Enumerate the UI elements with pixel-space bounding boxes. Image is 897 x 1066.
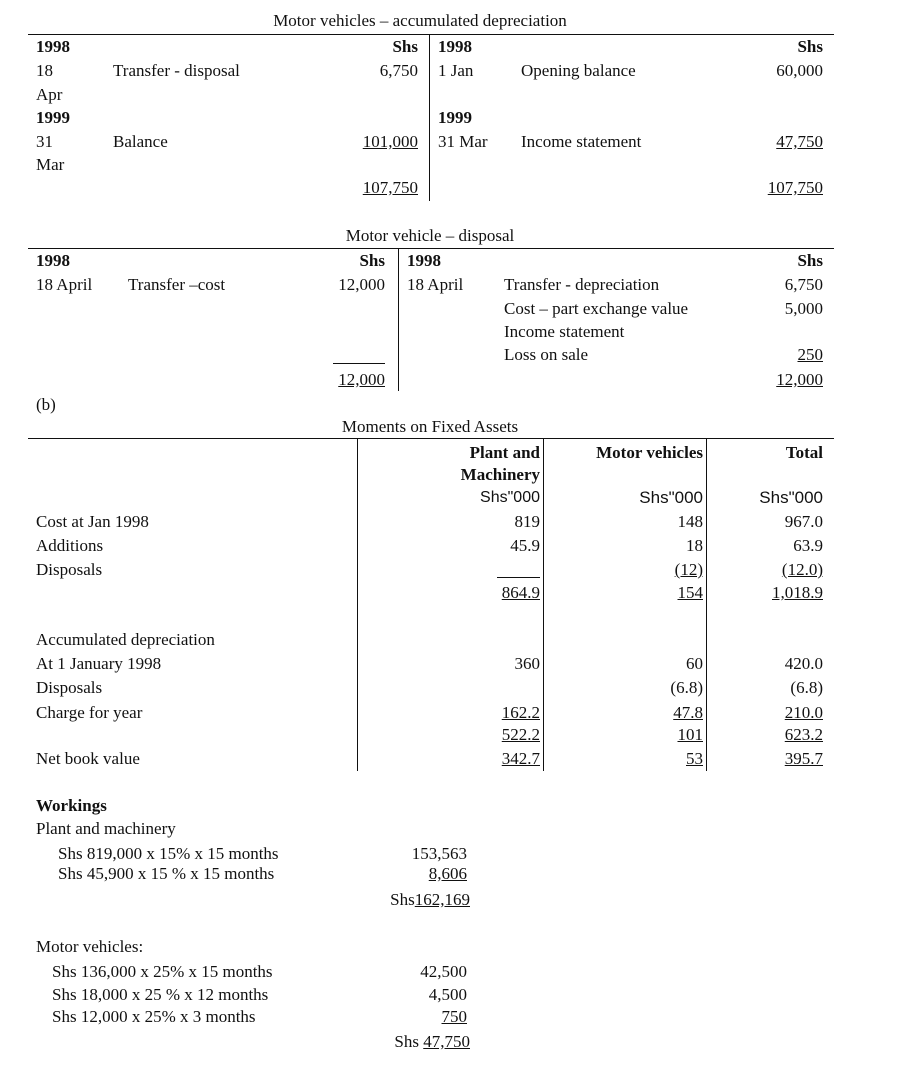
fa-nbv-pm: 342.7 [501,749,540,768]
workings-pm-total: 162,169 [414,890,470,909]
mv-acc-title: Motor vehicles – accumulated depreciation [273,11,567,30]
fa-charge-mv: 47.8 [673,703,703,722]
mv-acc-left-desc2: Balance [113,132,168,151]
fa-unit-mv: Shs"000 [639,488,703,507]
workings-mv-total: 47,750 [423,1032,470,1051]
workings-mv-val1: 42,500 [420,962,467,981]
workings-mv-line1: Shs 136,000 x 25% x 15 months [52,962,273,981]
fa-at1-mv: 60 [686,654,703,673]
mv-acc-right-total: 107,750 [767,178,823,197]
fa-col-line-2 [543,439,544,771]
mv-acc-left-amt1: 6,750 [379,61,418,80]
mv-disp-left-total: 12,000 [338,370,385,389]
fa-charge-total: 210.0 [784,703,823,722]
mv-acc-top-rule [28,34,834,35]
fa-disp-total: (12.0) [781,560,823,579]
mv-acc-divider [429,35,430,201]
fa-disp2-label: Disposals [36,678,103,697]
mv-acc-left-desc1: Transfer - disposal [113,61,240,80]
fa-dep-total: 623.2 [784,725,823,744]
workings-mv-val3: 750 [441,1007,467,1026]
workings-mv-label: Motor vehicles: [36,937,144,956]
mv-disp-right-desc1: Transfer - depreciation [504,275,660,294]
mv-disp-divider [398,249,399,391]
mv-disp-right-amt1: 6,750 [784,275,823,294]
mv-acc-left-shs: Shs [392,37,418,56]
fa-nbv-total: 395.7 [784,749,823,768]
fa-col-pm: Plant and [469,443,540,462]
mv-acc-left-year1: 1998 [36,37,70,56]
mv-disp-right-desc4: Loss on sale [504,345,589,364]
fa-add-label: Additions [36,536,104,555]
part-b-label: (b) [36,395,56,414]
mv-acc-left-year2: 1999 [36,108,70,127]
mv-acc-right-year2: 1999 [438,108,472,127]
fa-cost-pm: 819 [514,512,540,531]
mv-acc-left-date1b: Apr [36,85,63,104]
mv-disp-right-desc3: Income statement [504,322,625,341]
mv-acc-left-date2a: 31 [36,132,53,151]
fa-at1-total: 420.0 [784,654,823,673]
mv-disp-right-date: 18 April [407,275,464,294]
mv-disp-top-rule [28,248,834,249]
mv-acc-right-amt1: 60,000 [776,61,823,80]
fa-at1-label: At 1 January 1998 [36,654,162,673]
fa-col-total: Total [785,443,823,462]
fa-nbv-label: Net book value [36,749,140,768]
fa-unit-total: Shs"000 [759,488,823,507]
fa-unit-pm: Shs"000 [480,489,540,506]
fa-cost-total: 967.0 [784,512,823,531]
workings-mv-line2: Shs 18,000 x 25 % x 12 months [52,985,269,1004]
workings-pm-line2: Shs 45,900 x 15 % x 15 months [58,864,275,883]
mv-disp-right-total: 12,000 [776,370,823,389]
mv-disp-right-year: 1998 [407,251,441,270]
mv-acc-left-date2b: Mar [36,155,65,174]
fa-col-mv: Motor vehicles [596,443,703,462]
fa-sub-pm: 864.9 [501,583,540,602]
fa-charge-pm: 162.2 [501,703,540,722]
fa-col-pm2: Machinery [460,465,540,484]
mv-acc-left-date1a: 18 [36,61,53,80]
fa-charge-label: Charge for year [36,703,143,722]
workings-mv-line3: Shs 12,000 x 25% x 3 months [52,1007,256,1026]
fa-disp-pm-rule [497,577,540,578]
fa-add-pm: 45.9 [510,536,540,555]
mv-disp-right-desc2: Cost – part exchange value [504,299,689,318]
mv-acc-right-date2: 31 Mar [438,132,488,151]
mv-acc-right-year1: 1998 [438,37,472,56]
fa-accdep-label: Accumulated depreciation [36,630,215,649]
mv-disp-left-year: 1998 [36,251,70,270]
workings-pm-val1: 153,563 [411,844,467,863]
mv-acc-right-desc2: Income statement [521,132,642,151]
fa-disp2-mv: (6.8) [670,678,703,697]
workings-mv-val2: 4,500 [428,985,467,1004]
mv-disp-title: Motor vehicle – disposal [345,226,515,245]
fa-disp-mv: (12) [674,560,703,579]
mv-disp-left-date: 18 April [36,275,93,294]
fa-dep-mv: 101 [677,725,703,744]
fa-col-line-1 [357,439,358,771]
fa-cost-mv: 148 [677,512,703,531]
mv-disp-right-shs: Shs [797,251,823,270]
fa-add-mv: 18 [686,536,703,555]
workings-pm-line1: Shs 819,000 x 15% x 15 months [58,844,279,863]
fa-dep-pm: 522.2 [501,725,540,744]
fa-at1-pm: 360 [514,654,540,673]
fa-sub-mv: 154 [677,583,703,602]
mv-disp-right-amt4: 250 [797,345,823,364]
mv-acc-right-shs: Shs [797,37,823,56]
fa-cost-label: Cost at Jan 1998 [36,512,149,531]
mv-disp-left-shs: Shs [359,251,385,270]
workings-pm-total-line [350,890,470,910]
mv-acc-right-date1: 1 Jan [438,61,474,80]
fa-top-rule [28,438,834,439]
workings-pm-val2: 8,606 [428,864,467,883]
fa-title: Moments on Fixed Assets [341,417,519,436]
mv-acc-left-amt2: 101,000 [362,132,418,151]
fa-add-total: 63.9 [793,536,823,555]
workings-mv-total-prefix: Shs [394,1032,419,1051]
workings-pm-total-prefix: Shs [390,890,415,909]
mv-disp-right-amt2: 5,000 [784,299,823,318]
mv-acc-right-desc1: Opening balance [521,61,636,80]
fa-sub-total: 1,018.9 [772,583,823,602]
fa-disp2-total: (6.8) [790,678,823,697]
workings-pm-label: Plant and machinery [36,819,176,838]
workings-mv-total-line [350,1032,470,1052]
fa-nbv-mv: 53 [686,749,703,768]
mv-acc-left-total: 107,750 [362,178,418,197]
mv-disp-left-desc: Transfer –cost [128,275,226,294]
mv-acc-right-amt2: 47,750 [776,132,823,151]
mv-disp-left-rule [333,363,385,364]
fa-col-line-3 [706,439,707,771]
workings-title: Workings [36,796,107,815]
mv-disp-left-amt: 12,000 [338,275,385,294]
fa-disp-label: Disposals [36,560,103,579]
